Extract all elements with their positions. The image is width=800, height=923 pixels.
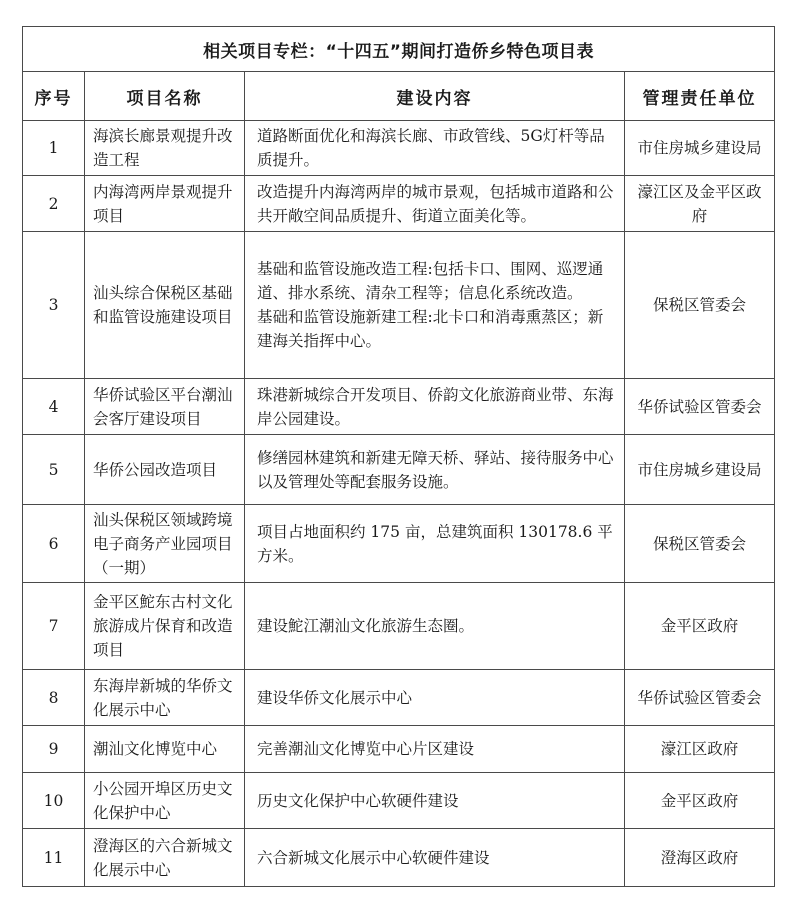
table-row (23, 505, 775, 583)
content-paragraph: 基础和监管设施新建工程:北卡口和消毒熏蒸区；新建海关指挥中心。 (257, 308, 604, 350)
project-name: 华侨试验区平台潮汕会客厅建设项目 (85, 379, 245, 435)
responsible-unit: 保税区管委会 (625, 505, 775, 583)
content-paragraph: 历史文化保护中心软硬件建设 (257, 791, 459, 810)
content-paragraph: 六合新城文化展示中心软硬件建设 (257, 848, 490, 867)
project-name: 汕头保税区领域跨境电子商务产业园项目（一期） (85, 505, 245, 583)
row-number: 4 (23, 379, 85, 435)
project-table-container (22, 26, 774, 887)
construction-content (245, 121, 625, 176)
responsible-unit: 澄海区政府 (625, 829, 775, 887)
responsible-unit: 华侨试验区管委会 (625, 670, 775, 726)
project-name: 华侨公园改造项目 (85, 435, 245, 505)
row-number: 5 (23, 435, 85, 505)
content-paragraph: 基础和监管设施改造工程:包括卡口、围网、巡逻通道、排水系统、清杂工程等；信息化系统改造。 (257, 260, 604, 302)
header-unit: 管理责任单位 (625, 72, 775, 121)
construction-content (245, 232, 625, 379)
responsible-unit: 市住房城乡建设局 (625, 121, 775, 176)
project-name: 澄海区的六合新城文化展示中心 (85, 829, 245, 887)
project-table (22, 26, 775, 887)
header-name: 项目名称 (85, 72, 245, 121)
content-paragraph: 完善潮汕文化博览中心片区建设 (257, 740, 475, 758)
responsible-unit: 金平区政府 (625, 583, 775, 670)
table-row (23, 773, 775, 829)
table-row (23, 232, 775, 379)
content-paragraph: 建设鮀江潮汕文化旅游生态圈。 (257, 617, 475, 635)
content-paragraph: 建设华侨文化展示中心 (257, 688, 413, 707)
table-row (23, 670, 775, 726)
construction-content (245, 435, 625, 505)
responsible-unit: 濠江区政府 (625, 726, 775, 773)
project-name: 小公园开埠区历史文化保护中心 (85, 773, 245, 829)
project-name: 东海岸新城的华侨文化展示中心 (85, 670, 245, 726)
responsible-unit: 华侨试验区管委会 (625, 379, 775, 435)
construction-content (245, 726, 625, 773)
table-row (23, 121, 775, 176)
content-paragraph: 项目占地面积约 175 亩，总建筑面积 130178.6 平方米。 (257, 522, 613, 565)
responsible-unit: 濠江区及金平区政府 (625, 176, 775, 232)
table-row (23, 829, 775, 887)
construction-content (245, 583, 625, 670)
table-row (23, 583, 775, 670)
responsible-unit: 保税区管委会 (625, 232, 775, 379)
project-name: 海滨长廊景观提升改造工程 (85, 121, 245, 176)
table-row (23, 726, 775, 773)
table-row (23, 379, 775, 435)
project-name: 金平区鮀东古村文化旅游成片保育和改造项目 (85, 583, 245, 670)
content-paragraph: 改造提升内海湾两岸的城市景观，包括城市道路和公共开敞空间品质提升、街道立面美化等。 (257, 182, 614, 225)
responsible-unit: 市住房城乡建设局 (625, 435, 775, 505)
table-row (23, 435, 775, 505)
content-paragraph: 道路断面优化和海滨长廊、市政管线、5G灯杆等品质提升。 (257, 127, 605, 169)
table-header-row (23, 72, 775, 121)
header-no: 序号 (23, 72, 85, 121)
content-paragraph: 修缮园林建筑和新建无障天桥、驿站、接待服务中心以及管理处等配套服务设施。 (257, 448, 614, 491)
row-number: 9 (23, 726, 85, 773)
project-name: 汕头综合保税区基础和监管设施建设项目 (85, 232, 245, 379)
responsible-unit: 金平区政府 (625, 773, 775, 829)
row-number: 1 (23, 121, 85, 176)
table-title: 相关项目专栏：“十四五”期间打造侨乡特色项目表 (23, 27, 775, 72)
row-number: 7 (23, 583, 85, 670)
row-number: 8 (23, 670, 85, 726)
construction-content (245, 176, 625, 232)
construction-content (245, 379, 625, 435)
row-number: 3 (23, 232, 85, 379)
project-name: 内海湾两岸景观提升项目 (85, 176, 245, 232)
construction-content (245, 505, 625, 583)
construction-content (245, 829, 625, 887)
content-paragraph: 珠港新城综合开发项目、侨韵文化旅游商业带、东海岸公园建设。 (257, 385, 614, 428)
row-number: 10 (23, 773, 85, 829)
row-number: 11 (23, 829, 85, 887)
header-content: 建设内容 (245, 72, 625, 121)
table-row (23, 176, 775, 232)
construction-content (245, 670, 625, 726)
construction-content (245, 773, 625, 829)
row-number: 6 (23, 505, 85, 583)
project-name: 潮汕文化博览中心 (85, 726, 245, 773)
row-number: 2 (23, 176, 85, 232)
table-title-row (23, 27, 775, 72)
